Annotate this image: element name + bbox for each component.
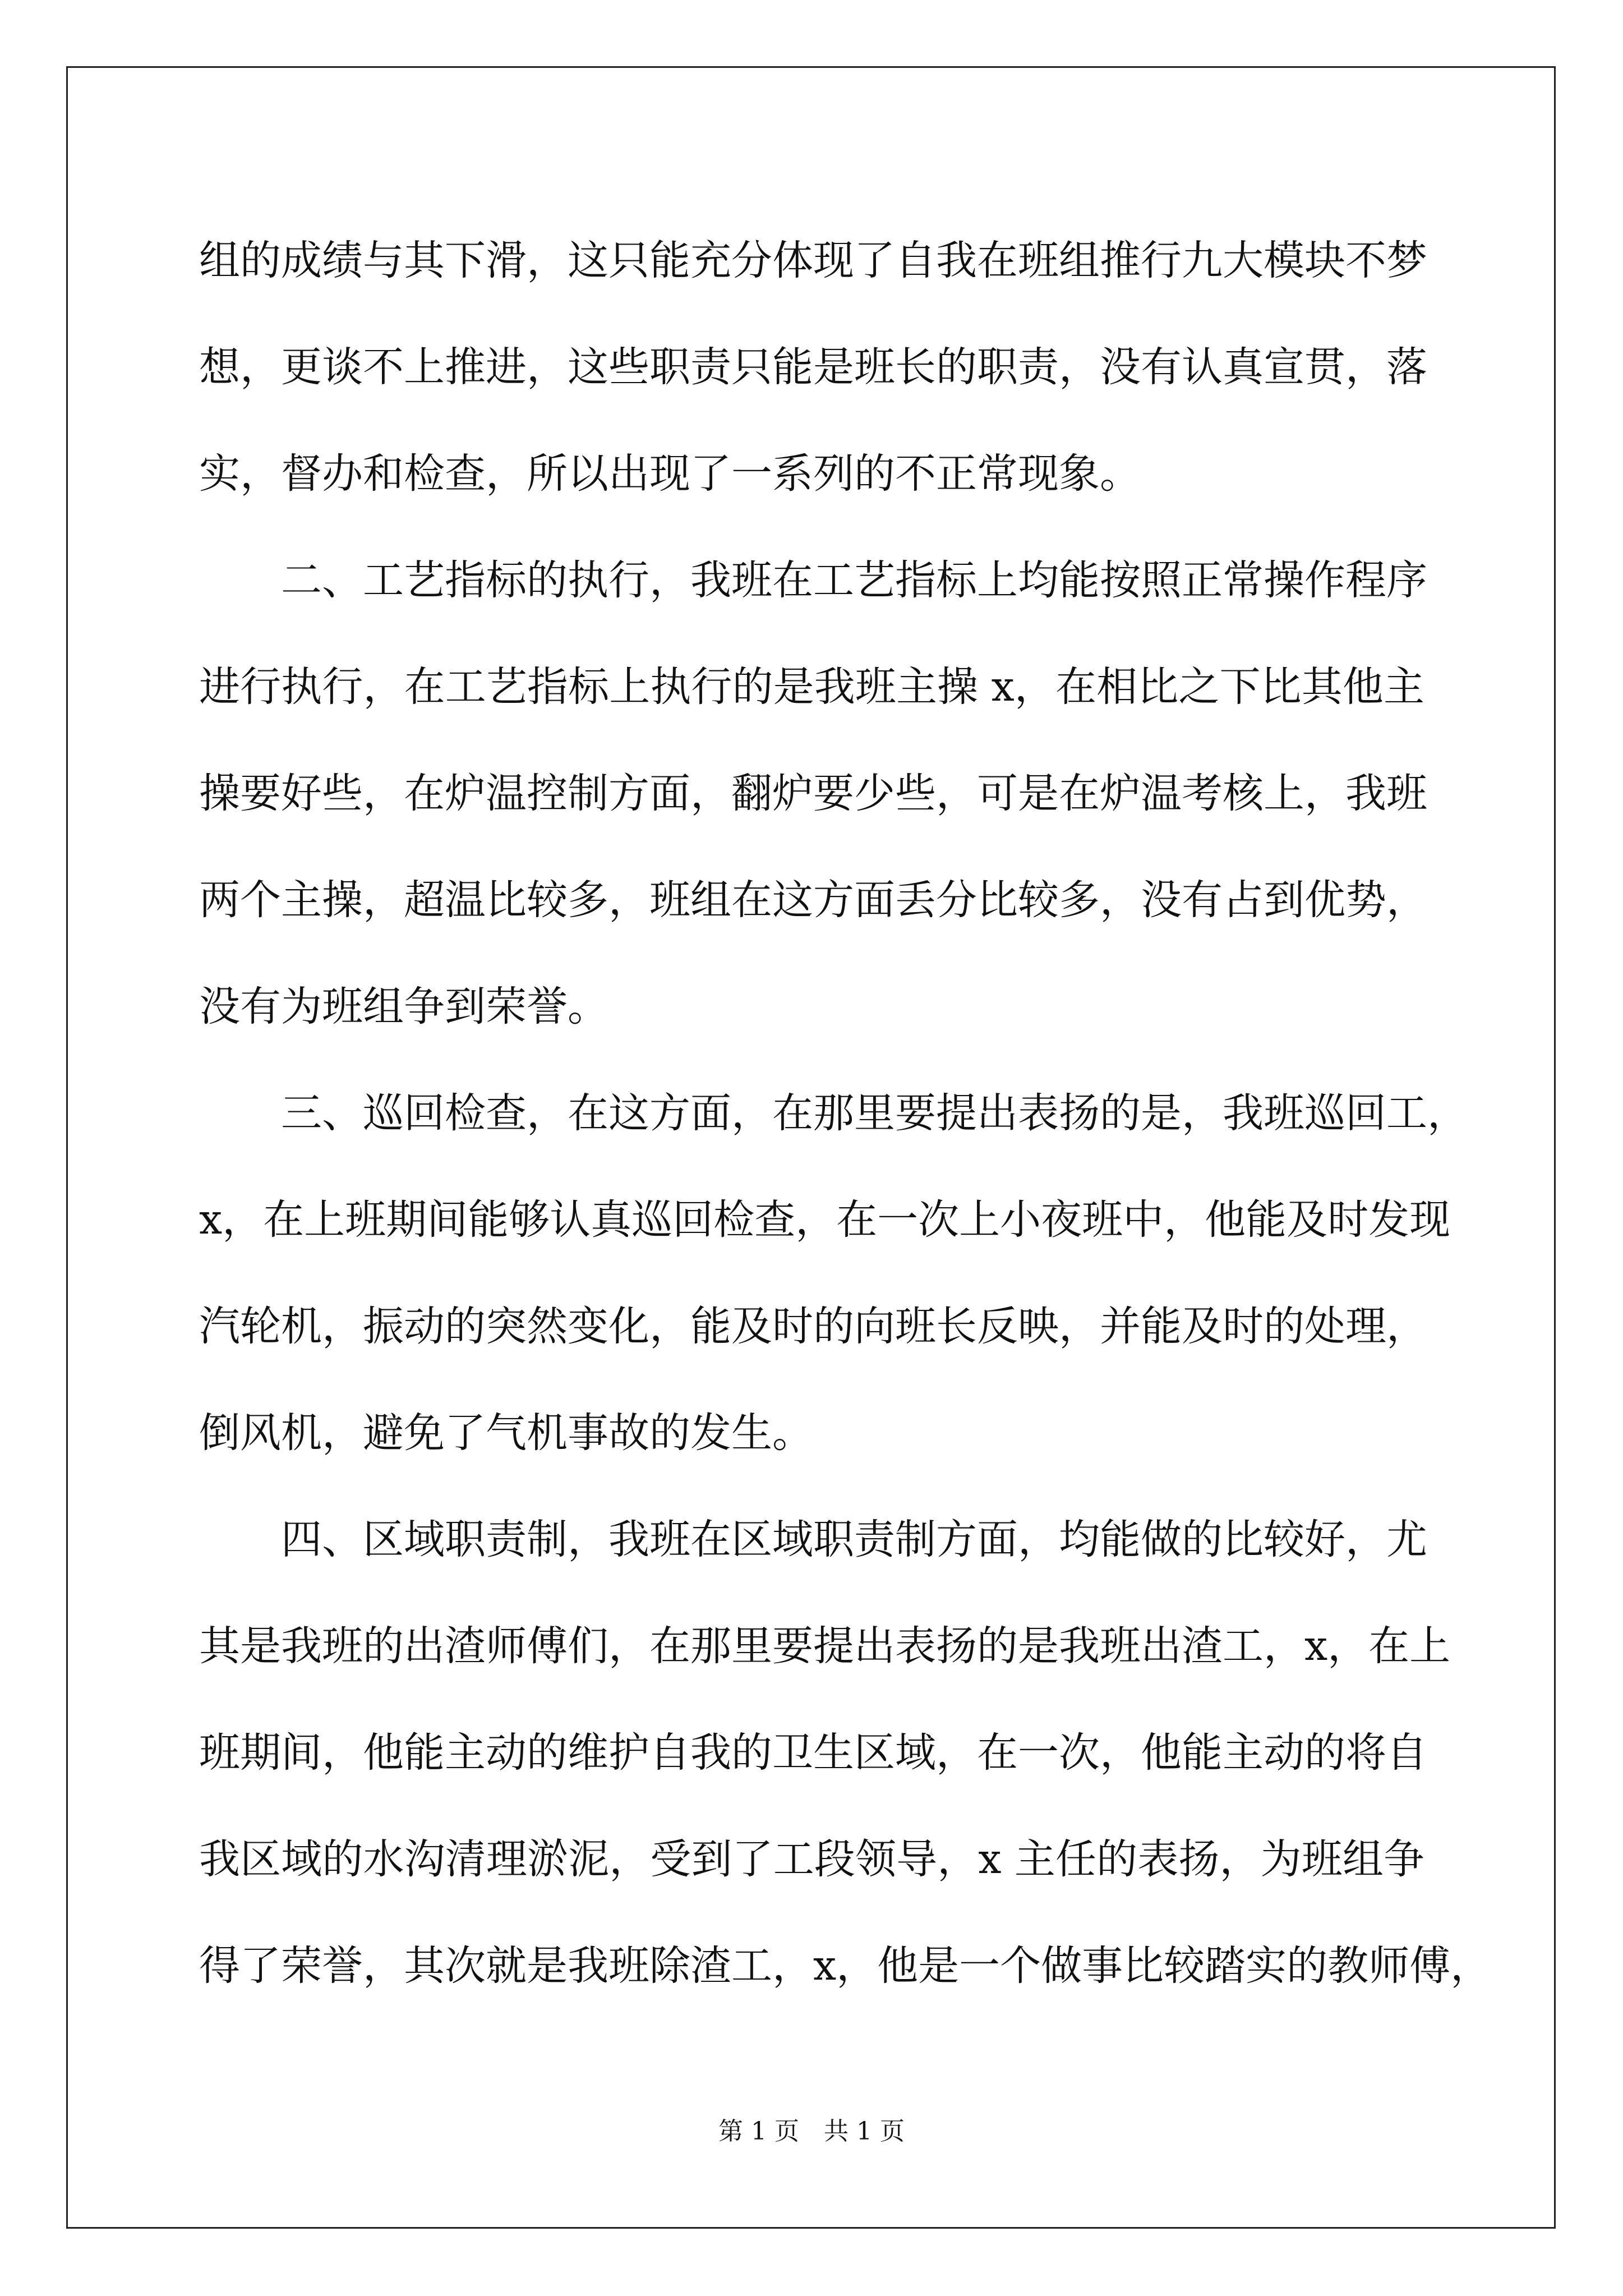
text-line: 汽轮机，振动的突然变化，能及时的向班长反映，并能及时的处理， [199,1303,1427,1350]
text-line: 组的成绩与其下滑，这只能充分体现了自我在班组推行九大模块不梦 [199,237,1427,284]
text-line: 得了荣誉，其次就是我班除渣工，x，他是一个做事比较踏实的教师傅， [199,1942,1492,1990]
document-body [199,208,1492,2019]
text-line: 进行执行，在工艺指标上执行的是我班主操 x，在相比之下比其他主 [199,663,1424,711]
text-line: 操要好些，在炉温控制方面，翻炉要少些，可是在炉温考核上，我班 [199,770,1427,817]
text-line: 实，督办和检查，所以出现了一系列的不正常现象。 [199,450,1141,498]
text-line: 三、巡回检查，在这方面，在那里要提出表扬的是，我班巡回工， [281,1089,1468,1137]
page-number: 第 1 页 共 1 页 [718,2117,905,2146]
text-line: 其是我班的出渣师傅们，在那里要提出表扬的是我班出渣工，x，在上 [199,1622,1451,1670]
text-line: 二、工艺指标的执行，我班在工艺指标上均能按照正常操作程序 [281,556,1427,604]
text-line: 我区域的水沟清理淤泥，受到了工段领导，x 主任的表扬，为班组争 [199,1835,1424,1883]
text-line: 两个主操，超温比较多，班组在这方面丢分比较多，没有占到优势， [199,876,1427,924]
text-line: 没有为班组争到荣誉。 [199,983,608,1030]
text-line: 四、区域职责制，我班在区域职责制方面，均能做的比较好，尤 [281,1516,1427,1563]
text-line: 班期间，他能主动的维护自我的卫生区域，在一次，他能主动的将自 [199,1729,1427,1777]
text-line: 想，更谈不上推进，这些职责只能是班长的职责，没有认真宣贯，落 [199,343,1427,391]
text-line: x，在上班期间能够认真巡回检查，在一次上小夜班中，他能及时发现 [199,1196,1451,1244]
text-line: 倒风机，避免了气机事故的发生。 [199,1409,813,1457]
